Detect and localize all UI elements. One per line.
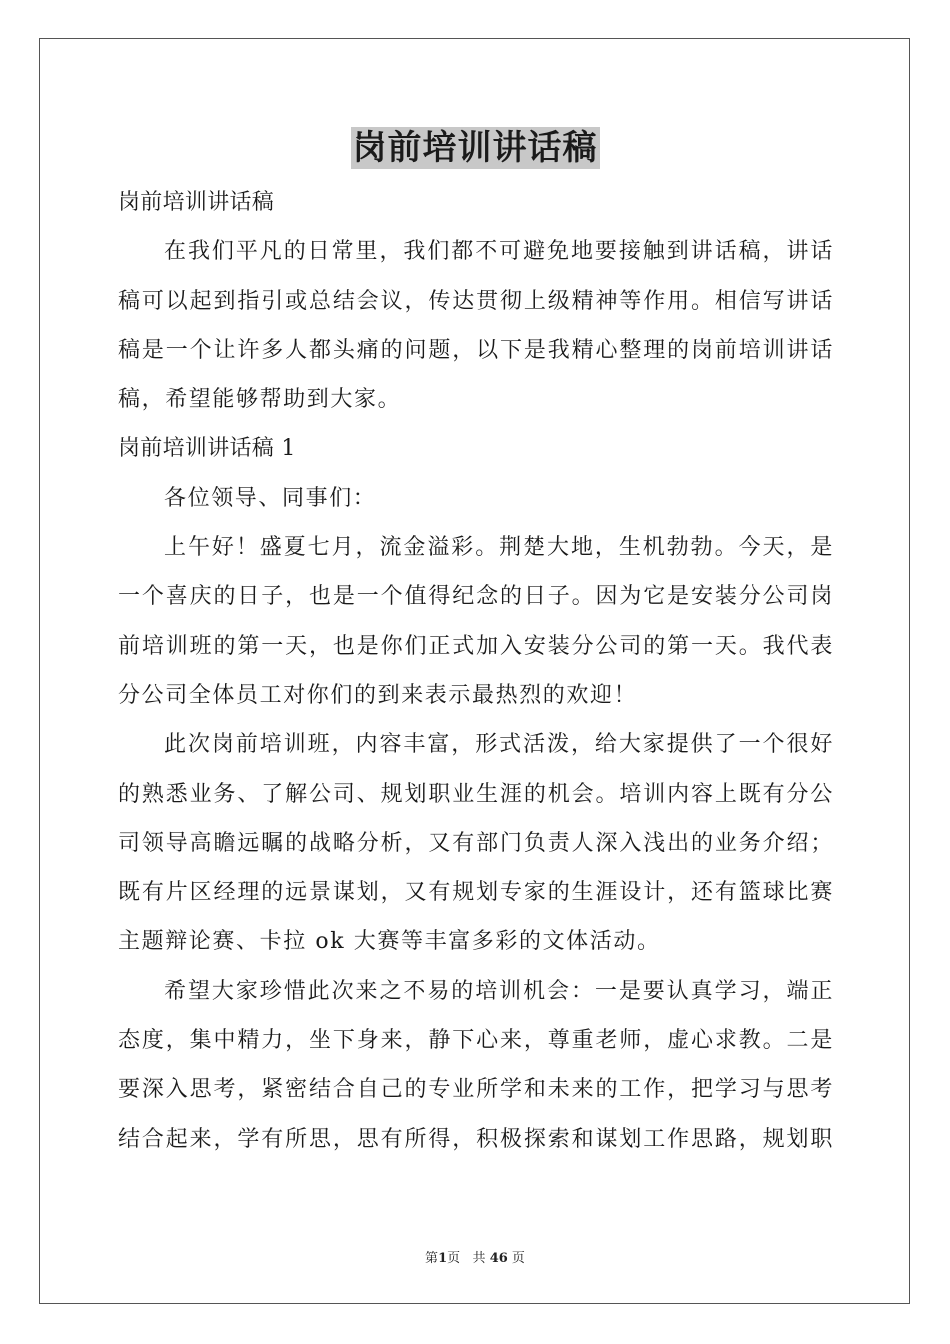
paragraph-line: 既有片区经理的远景谋划，又有规划专家的生涯设计，还有篮球比赛 (118, 880, 834, 906)
paragraph-line: 在我们平凡的日常里，我们都不可避免地要接触到讲话稿，讲话 (164, 239, 834, 265)
paragraph-line: 态度，集中精力，坐下身来，静下心来，尊重老师，虚心求教。二是 (118, 1028, 834, 1054)
paragraph-line: 稿是一个让许多人都头痛的问题，以下是我精心整理的岗前培训讲话 (118, 337, 834, 363)
paragraph-line: 一个喜庆的日子，也是一个值得纪念的日子。因为它是安装分公司岗 (118, 584, 834, 610)
paragraph-line: 的熟悉业务、了解公司、规划职业生涯的机会。培训内容上既有分公 (118, 781, 834, 807)
document-title: 岗前培训讲话稿 (352, 128, 598, 168)
footer-total-unit: 页 (511, 1251, 525, 1266)
footer-total-prefix: 共 (472, 1251, 486, 1266)
document-body (118, 178, 834, 1164)
page-footer (0, 1250, 950, 1268)
total-pages-number: 46 (489, 1251, 508, 1266)
paragraph-line: 分公司全体员工对你们的到来表示最热烈的欢迎！ (118, 682, 638, 708)
paragraph-line: 要深入思考，紧密结合自己的专业所学和未来的工作，把学习与思考 (118, 1077, 834, 1103)
paragraph-line: 希望大家珍惜此次来之不易的培训机会：一是要认真学习，端正 (164, 978, 834, 1004)
subtitle: 岗前培训讲话稿 (118, 190, 275, 215)
paragraph-line: 上午好！盛夏七月，流金溢彩。荆楚大地，生机勃勃。今天，是 (164, 535, 834, 561)
paragraph-line: 主题辩论赛、卡拉 ok 大赛等丰富多彩的文体活动。 (118, 929, 661, 955)
section-heading: 岗前培训讲话稿 1 (118, 436, 296, 462)
salutation: 各位领导、同事们： (164, 485, 377, 511)
current-page-number: 1 (438, 1251, 448, 1266)
paragraph-line: 稿可以起到指引或总结会议，传达贯彻上级精神等作用。相信写讲话 (118, 288, 834, 314)
paragraph-line: 稿，希望能够帮助到大家。 (118, 387, 402, 413)
footer-page-unit: 页 (447, 1251, 461, 1266)
paragraph-line: 此次岗前培训班，内容丰富，形式活泼，给大家提供了一个很好 (164, 732, 834, 758)
title-area (0, 127, 950, 169)
paragraph-line: 司领导高瞻远瞩的战略分析，又有部门负责人深入浅出的业务介绍； (118, 830, 834, 856)
paragraph-line: 结合起来，学有所思，思有所得，积极探索和谋划工作思路，规划职 (118, 1126, 834, 1152)
paragraph-line: 前培训班的第一天，也是你们正式加入安装分公司的第一天。我代表 (118, 633, 834, 659)
footer-prefix: 第 (425, 1251, 439, 1266)
